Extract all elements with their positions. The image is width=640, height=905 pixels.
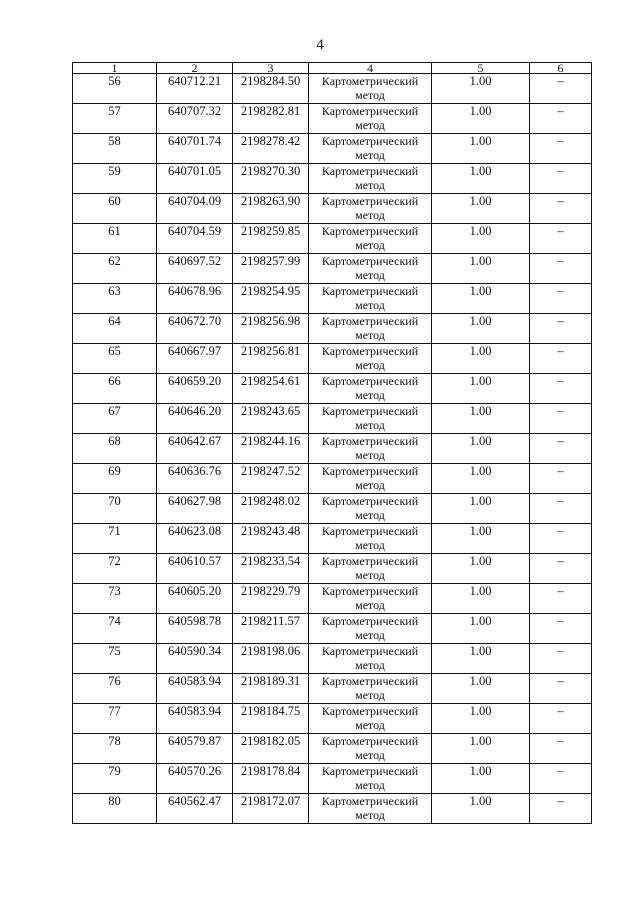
point-number-cell: 66 xyxy=(73,374,157,404)
method-cell xyxy=(309,614,432,644)
point-number-cell: 69 xyxy=(73,464,157,494)
table-row xyxy=(73,194,592,224)
table-body xyxy=(73,74,592,824)
accuracy-cell: 1.00 xyxy=(432,74,530,104)
y-coordinate-cell: 2198244.16 xyxy=(233,434,309,464)
method-line-1: Картометрический xyxy=(321,464,419,478)
table-row xyxy=(73,464,592,494)
method-cell xyxy=(309,254,432,284)
coordinates-table xyxy=(72,62,592,824)
accuracy-cell: 1.00 xyxy=(432,614,530,644)
y-coordinate-cell: 2198278.42 xyxy=(233,134,309,164)
point-number-cell: 60 xyxy=(73,194,157,224)
method-cell xyxy=(309,134,432,164)
method-cell xyxy=(309,494,432,524)
method-cell xyxy=(309,644,432,674)
method-line-2: метод xyxy=(355,478,385,492)
method-line-2: метод xyxy=(355,598,385,612)
x-coordinate-cell: 640605.20 xyxy=(157,584,233,614)
accuracy-cell: 1.00 xyxy=(432,254,530,284)
table-row xyxy=(73,374,592,404)
note-cell: – xyxy=(530,734,592,764)
y-coordinate-cell: 2198243.48 xyxy=(233,524,309,554)
table-row xyxy=(73,524,592,554)
method-line-2: метод xyxy=(355,238,385,252)
point-number-cell: 74 xyxy=(73,614,157,644)
method-cell xyxy=(309,224,432,254)
table-row xyxy=(73,644,592,674)
note-cell: – xyxy=(530,74,592,104)
method-line-1: Картометрический xyxy=(321,404,419,418)
x-coordinate-cell: 640642.67 xyxy=(157,434,233,464)
x-coordinate-cell: 640590.34 xyxy=(157,644,233,674)
y-coordinate-cell: 2198257.99 xyxy=(233,254,309,284)
point-number-cell: 58 xyxy=(73,134,157,164)
table-row xyxy=(73,494,592,524)
accuracy-cell: 1.00 xyxy=(432,524,530,554)
table-row xyxy=(73,164,592,194)
note-cell: – xyxy=(530,794,592,824)
point-number-cell: 79 xyxy=(73,764,157,794)
y-coordinate-cell: 2198263.90 xyxy=(233,194,309,224)
method-line-1: Картометрический xyxy=(321,524,419,538)
point-number-cell: 72 xyxy=(73,554,157,584)
note-cell: – xyxy=(530,164,592,194)
table-row xyxy=(73,584,592,614)
method-line-2: метод xyxy=(355,358,385,372)
method-cell xyxy=(309,764,432,794)
point-number-cell: 77 xyxy=(73,704,157,734)
y-coordinate-cell: 2198256.98 xyxy=(233,314,309,344)
method-line-2: метод xyxy=(355,178,385,192)
x-coordinate-cell: 640579.87 xyxy=(157,734,233,764)
table-row xyxy=(73,224,592,254)
y-coordinate-cell: 2198284.50 xyxy=(233,74,309,104)
method-line-2: метод xyxy=(355,148,385,162)
x-coordinate-cell: 640672.70 xyxy=(157,314,233,344)
method-line-1: Картометрический xyxy=(321,164,419,178)
y-coordinate-cell: 2198259.85 xyxy=(233,224,309,254)
method-cell xyxy=(309,314,432,344)
x-coordinate-cell: 640697.52 xyxy=(157,254,233,284)
method-cell xyxy=(309,194,432,224)
method-line-2: метод xyxy=(355,778,385,792)
x-coordinate-cell: 640610.57 xyxy=(157,554,233,584)
accuracy-cell: 1.00 xyxy=(432,704,530,734)
note-cell: – xyxy=(530,764,592,794)
table-row xyxy=(73,764,592,794)
method-line-2: метод xyxy=(355,268,385,282)
x-coordinate-cell: 640701.05 xyxy=(157,164,233,194)
table-row xyxy=(73,284,592,314)
y-coordinate-cell: 2198243.65 xyxy=(233,404,309,434)
method-line-2: метод xyxy=(355,628,385,642)
note-cell: – xyxy=(530,494,592,524)
y-coordinate-cell: 2198247.52 xyxy=(233,464,309,494)
method-line-2: метод xyxy=(355,208,385,222)
table-row xyxy=(73,344,592,374)
x-coordinate-cell: 640667.97 xyxy=(157,344,233,374)
x-coordinate-cell: 640712.21 xyxy=(157,74,233,104)
point-number-cell: 56 xyxy=(73,74,157,104)
note-cell: – xyxy=(530,554,592,584)
method-line-1: Картометрический xyxy=(321,794,419,808)
x-coordinate-cell: 640583.94 xyxy=(157,674,233,704)
accuracy-cell: 1.00 xyxy=(432,644,530,674)
header-col-4: 4 xyxy=(309,63,432,74)
method-line-2: метод xyxy=(355,298,385,312)
accuracy-cell: 1.00 xyxy=(432,344,530,374)
method-line-1: Картометрический xyxy=(321,254,419,268)
x-coordinate-cell: 640583.94 xyxy=(157,704,233,734)
accuracy-cell: 1.00 xyxy=(432,284,530,314)
y-coordinate-cell: 2198211.57 xyxy=(233,614,309,644)
accuracy-cell: 1.00 xyxy=(432,404,530,434)
x-coordinate-cell: 640636.76 xyxy=(157,464,233,494)
note-cell: – xyxy=(530,224,592,254)
accuracy-cell: 1.00 xyxy=(432,464,530,494)
table-row xyxy=(73,674,592,704)
note-cell: – xyxy=(530,254,592,284)
note-cell: – xyxy=(530,524,592,554)
point-number-cell: 78 xyxy=(73,734,157,764)
y-coordinate-cell: 2198184.75 xyxy=(233,704,309,734)
method-cell xyxy=(309,434,432,464)
x-coordinate-cell: 640570.26 xyxy=(157,764,233,794)
header-row xyxy=(73,63,592,74)
accuracy-cell: 1.00 xyxy=(432,314,530,344)
method-line-1: Картометрический xyxy=(321,764,419,778)
method-cell xyxy=(309,554,432,584)
accuracy-cell: 1.00 xyxy=(432,794,530,824)
method-line-2: метод xyxy=(355,448,385,462)
method-line-2: метод xyxy=(355,808,385,822)
y-coordinate-cell: 2198189.31 xyxy=(233,674,309,704)
point-number-cell: 62 xyxy=(73,254,157,284)
method-line-1: Картометрический xyxy=(321,434,419,448)
method-line-2: метод xyxy=(355,688,385,702)
method-cell xyxy=(309,374,432,404)
y-coordinate-cell: 2198270.30 xyxy=(233,164,309,194)
method-cell xyxy=(309,794,432,824)
point-number-cell: 67 xyxy=(73,404,157,434)
point-number-cell: 59 xyxy=(73,164,157,194)
point-number-cell: 71 xyxy=(73,524,157,554)
method-line-1: Картометрический xyxy=(321,674,419,688)
method-line-2: метод xyxy=(355,328,385,342)
note-cell: – xyxy=(530,614,592,644)
accuracy-cell: 1.00 xyxy=(432,764,530,794)
method-line-1: Картометрический xyxy=(321,314,419,328)
method-cell xyxy=(309,734,432,764)
accuracy-cell: 1.00 xyxy=(432,554,530,584)
method-cell xyxy=(309,704,432,734)
point-number-cell: 73 xyxy=(73,584,157,614)
method-line-1: Картометрический xyxy=(321,734,419,748)
table-row xyxy=(73,134,592,164)
header-col-2: 2 xyxy=(157,63,233,74)
x-coordinate-cell: 640598.78 xyxy=(157,614,233,644)
point-number-cell: 80 xyxy=(73,794,157,824)
note-cell: – xyxy=(530,674,592,704)
y-coordinate-cell: 2198248.02 xyxy=(233,494,309,524)
y-coordinate-cell: 2198233.54 xyxy=(233,554,309,584)
method-line-1: Картометрический xyxy=(321,704,419,718)
method-line-2: метод xyxy=(355,88,385,102)
method-line-2: метод xyxy=(355,538,385,552)
table-row xyxy=(73,104,592,134)
method-cell xyxy=(309,524,432,554)
method-line-2: метод xyxy=(355,748,385,762)
method-line-1: Картометрический xyxy=(321,344,419,358)
method-line-1: Картометрический xyxy=(321,614,419,628)
method-cell xyxy=(309,464,432,494)
header-col-1: 1 xyxy=(73,63,157,74)
accuracy-cell: 1.00 xyxy=(432,164,530,194)
y-coordinate-cell: 2198178.84 xyxy=(233,764,309,794)
accuracy-cell: 1.00 xyxy=(432,434,530,464)
y-coordinate-cell: 2198282.81 xyxy=(233,104,309,134)
method-line-2: метод xyxy=(355,508,385,522)
x-coordinate-cell: 640659.20 xyxy=(157,374,233,404)
method-line-2: метод xyxy=(355,658,385,672)
table-row xyxy=(73,254,592,284)
method-line-2: метод xyxy=(355,718,385,732)
y-coordinate-cell: 2198254.95 xyxy=(233,284,309,314)
x-coordinate-cell: 640646.20 xyxy=(157,404,233,434)
method-cell xyxy=(309,104,432,134)
x-coordinate-cell: 640704.59 xyxy=(157,224,233,254)
page-number: 4 xyxy=(316,37,324,53)
method-cell xyxy=(309,404,432,434)
method-cell xyxy=(309,344,432,374)
accuracy-cell: 1.00 xyxy=(432,224,530,254)
accuracy-cell: 1.00 xyxy=(432,374,530,404)
accuracy-cell: 1.00 xyxy=(432,734,530,764)
point-number-cell: 64 xyxy=(73,314,157,344)
note-cell: – xyxy=(530,344,592,374)
method-line-1: Картометрический xyxy=(321,104,419,118)
accuracy-cell: 1.00 xyxy=(432,674,530,704)
note-cell: – xyxy=(530,284,592,314)
method-cell xyxy=(309,74,432,104)
y-coordinate-cell: 2198229.79 xyxy=(233,584,309,614)
point-number-cell: 76 xyxy=(73,674,157,704)
note-cell: – xyxy=(530,134,592,164)
x-coordinate-cell: 640707.32 xyxy=(157,104,233,134)
note-cell: – xyxy=(530,194,592,224)
point-number-cell: 65 xyxy=(73,344,157,374)
table-row xyxy=(73,74,592,104)
note-cell: – xyxy=(530,584,592,614)
note-cell: – xyxy=(530,644,592,674)
method-line-1: Картометрический xyxy=(321,644,419,658)
x-coordinate-cell: 640627.98 xyxy=(157,494,233,524)
accuracy-cell: 1.00 xyxy=(432,584,530,614)
method-line-1: Картометрический xyxy=(321,554,419,568)
note-cell: – xyxy=(530,404,592,434)
accuracy-cell: 1.00 xyxy=(432,134,530,164)
y-coordinate-cell: 2198256.81 xyxy=(233,344,309,374)
table-row xyxy=(73,614,592,644)
method-line-1: Картометрический xyxy=(321,74,419,88)
method-line-1: Картометрический xyxy=(321,284,419,298)
method-line-1: Картометрический xyxy=(321,374,419,388)
point-number-cell: 61 xyxy=(73,224,157,254)
point-number-cell: 70 xyxy=(73,494,157,524)
accuracy-cell: 1.00 xyxy=(432,194,530,224)
table-row xyxy=(73,404,592,434)
point-number-cell: 68 xyxy=(73,434,157,464)
table-row xyxy=(73,314,592,344)
y-coordinate-cell: 2198254.61 xyxy=(233,374,309,404)
method-line-1: Картометрический xyxy=(321,224,419,238)
table-row xyxy=(73,794,592,824)
accuracy-cell: 1.00 xyxy=(432,104,530,134)
method-line-1: Картометрический xyxy=(321,584,419,598)
x-coordinate-cell: 640704.09 xyxy=(157,194,233,224)
method-cell xyxy=(309,674,432,704)
note-cell: – xyxy=(530,314,592,344)
x-coordinate-cell: 640678.96 xyxy=(157,284,233,314)
table-row xyxy=(73,554,592,584)
note-cell: – xyxy=(530,704,592,734)
header-col-6: 6 xyxy=(530,63,592,74)
note-cell: – xyxy=(530,104,592,134)
method-line-2: метод xyxy=(355,568,385,582)
method-cell xyxy=(309,584,432,614)
method-line-2: метод xyxy=(355,118,385,132)
x-coordinate-cell: 640701.74 xyxy=(157,134,233,164)
table-row xyxy=(73,704,592,734)
method-line-1: Картометрический xyxy=(321,194,419,208)
x-coordinate-cell: 640562.47 xyxy=(157,794,233,824)
method-line-2: метод xyxy=(355,388,385,402)
y-coordinate-cell: 2198198.06 xyxy=(233,644,309,674)
x-coordinate-cell: 640623.08 xyxy=(157,524,233,554)
note-cell: – xyxy=(530,464,592,494)
note-cell: – xyxy=(530,434,592,464)
header-col-5: 5 xyxy=(432,63,530,74)
header-col-3: 3 xyxy=(233,63,309,74)
accuracy-cell: 1.00 xyxy=(432,494,530,524)
point-number-cell: 75 xyxy=(73,644,157,674)
y-coordinate-cell: 2198172.07 xyxy=(233,794,309,824)
point-number-cell: 63 xyxy=(73,284,157,314)
method-line-2: метод xyxy=(355,418,385,432)
table-row xyxy=(73,434,592,464)
method-line-1: Картометрический xyxy=(321,494,419,508)
note-cell: – xyxy=(530,374,592,404)
point-number-cell: 57 xyxy=(73,104,157,134)
method-cell xyxy=(309,164,432,194)
table-row xyxy=(73,734,592,764)
y-coordinate-cell: 2198182.05 xyxy=(233,734,309,764)
method-cell xyxy=(309,284,432,314)
method-line-1: Картометрический xyxy=(321,134,419,148)
